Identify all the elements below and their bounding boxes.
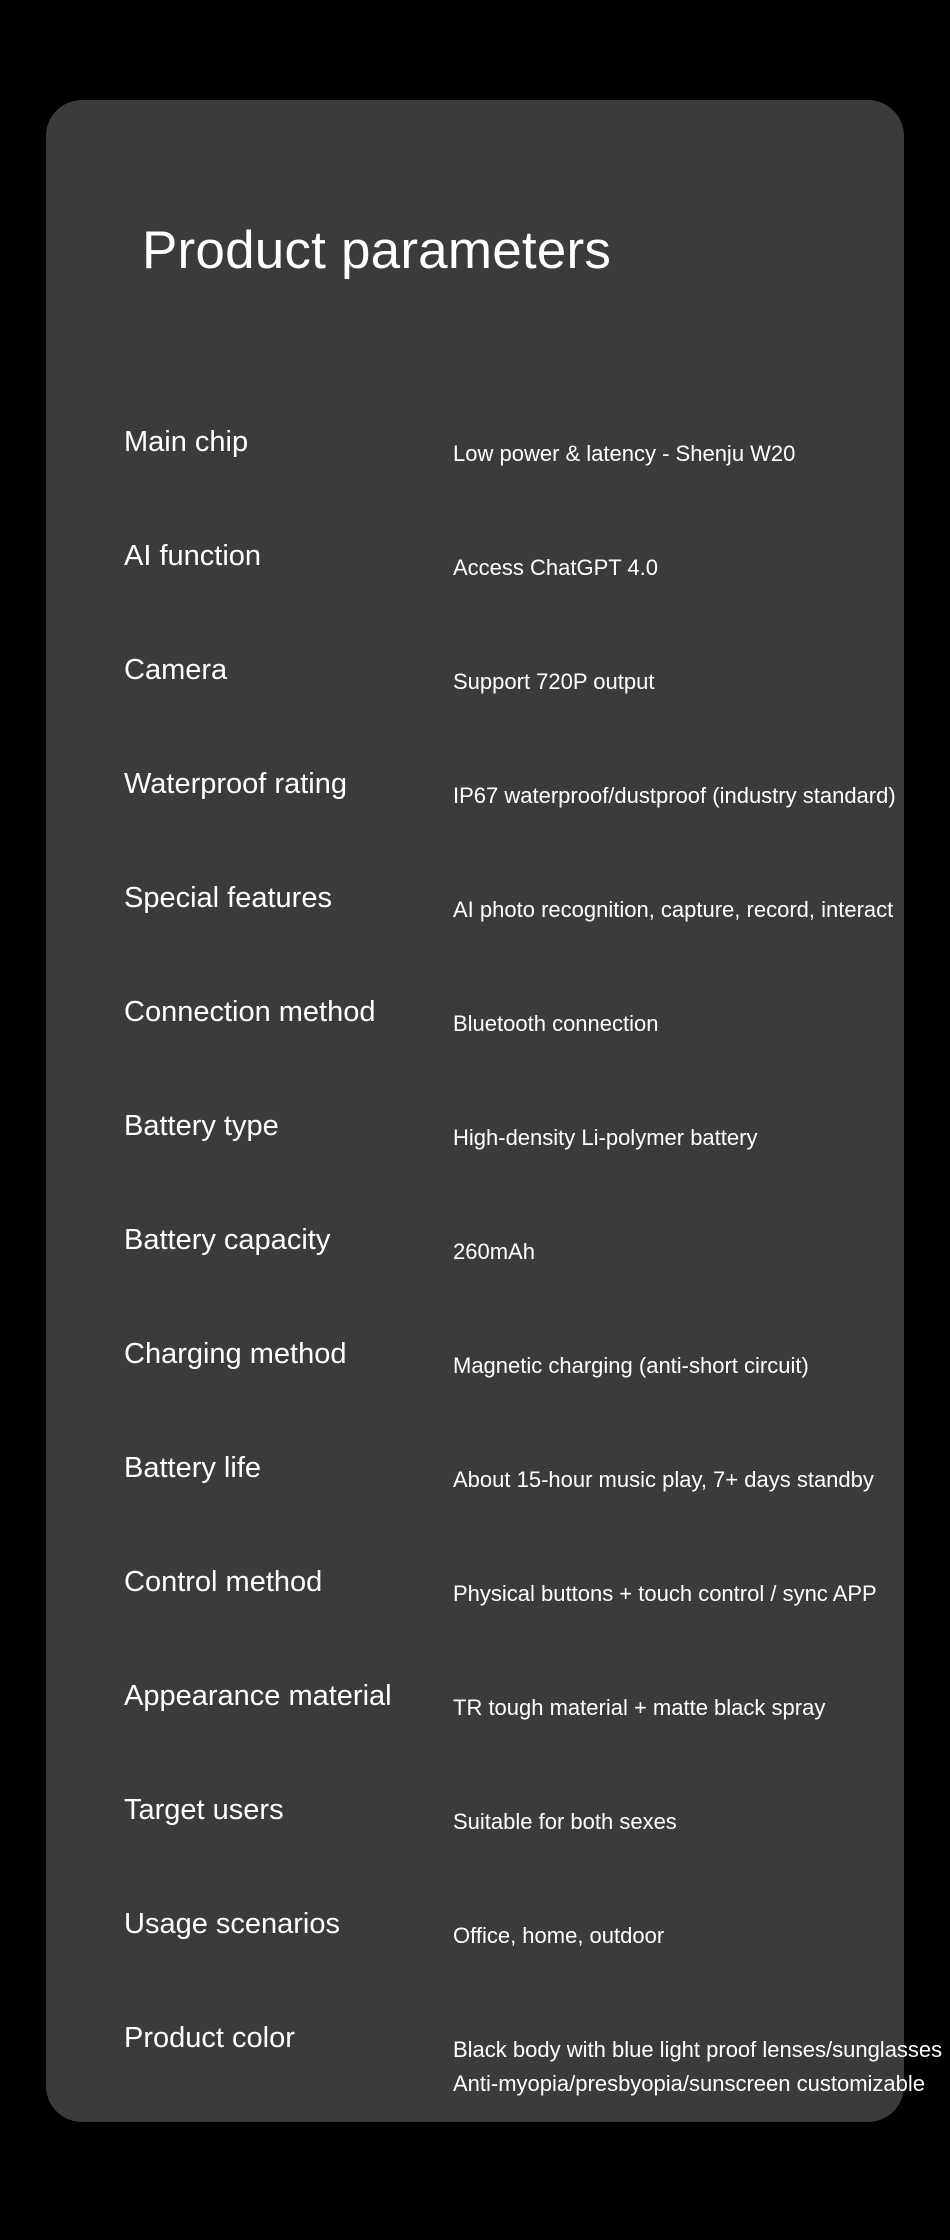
spec-row bbox=[46, 539, 904, 653]
spec-row bbox=[46, 1565, 904, 1679]
spec-value: High-density Li-polymer battery bbox=[453, 1125, 758, 1150]
spec-label: Battery type bbox=[124, 1110, 279, 1142]
spec-row bbox=[46, 1223, 904, 1337]
spec-label: Control method bbox=[124, 1566, 323, 1598]
spec-label: Waterproof rating bbox=[124, 768, 347, 800]
spec-row bbox=[46, 1907, 904, 2021]
spec-label: Product color bbox=[124, 2022, 295, 2054]
spec-value: Support 720P output bbox=[453, 669, 655, 694]
spec-label: Main chip bbox=[124, 426, 249, 458]
spec-value: About 15-hour music play, 7+ days standby bbox=[453, 1467, 874, 1492]
spec-value: 260mAh bbox=[453, 1239, 535, 1264]
spec-row bbox=[46, 1679, 904, 1793]
spec-row bbox=[46, 1109, 904, 1223]
spec-row bbox=[46, 767, 904, 881]
spec-label: Connection method bbox=[124, 996, 376, 1028]
spec-value: Physical buttons + touch control / sync APP bbox=[453, 1581, 877, 1606]
spec-label: Special features bbox=[124, 882, 332, 914]
spec-label: Usage scenarios bbox=[124, 1908, 340, 1940]
spec-row bbox=[46, 1451, 904, 1565]
spec-label: Battery capacity bbox=[124, 1224, 331, 1256]
spec-label: Camera bbox=[124, 654, 228, 686]
spec-row bbox=[46, 425, 904, 539]
spec-value: Bluetooth connection bbox=[453, 1011, 659, 1036]
spec-value: Magnetic charging (anti-short circuit) bbox=[453, 1353, 809, 1378]
spec-value: Suitable for both sexes bbox=[453, 1809, 677, 1834]
spec-label: Target users bbox=[124, 1794, 284, 1826]
spec-row bbox=[46, 1793, 904, 1907]
spec-value: Access ChatGPT 4.0 bbox=[453, 555, 659, 580]
spec-row bbox=[46, 881, 904, 995]
spec-value: IP67 waterproof/dustproof (industry standard) bbox=[453, 783, 896, 808]
spec-label: Appearance material bbox=[124, 1680, 392, 1712]
spec-row bbox=[46, 995, 904, 1109]
spec-value-line: Black body with blue light proof lenses/sunglasses bbox=[453, 2037, 943, 2062]
spec-value bbox=[453, 2033, 942, 2101]
spec-value: AI photo recognition, capture, record, interact bbox=[453, 897, 894, 922]
parameters-card bbox=[46, 100, 943, 2122]
spec-row bbox=[46, 653, 904, 767]
spec-value: TR tough material + matte black spray bbox=[453, 1695, 826, 1720]
spec-value: Low power & latency - Shenju W20 bbox=[453, 441, 796, 466]
spec-value: Office, home, outdoor bbox=[453, 1923, 665, 1948]
spec-label: Charging method bbox=[124, 1338, 347, 1370]
spec-label: AI function bbox=[124, 540, 262, 572]
spec-list bbox=[46, 425, 943, 2135]
spec-value-line: Anti-myopia/presbyopia/sunscreen customizable bbox=[453, 2071, 926, 2096]
spec-row bbox=[46, 2021, 943, 2135]
spec-row bbox=[46, 1337, 904, 1451]
page-title: Product parameters bbox=[142, 221, 612, 280]
spec-label: Battery life bbox=[124, 1452, 261, 1484]
